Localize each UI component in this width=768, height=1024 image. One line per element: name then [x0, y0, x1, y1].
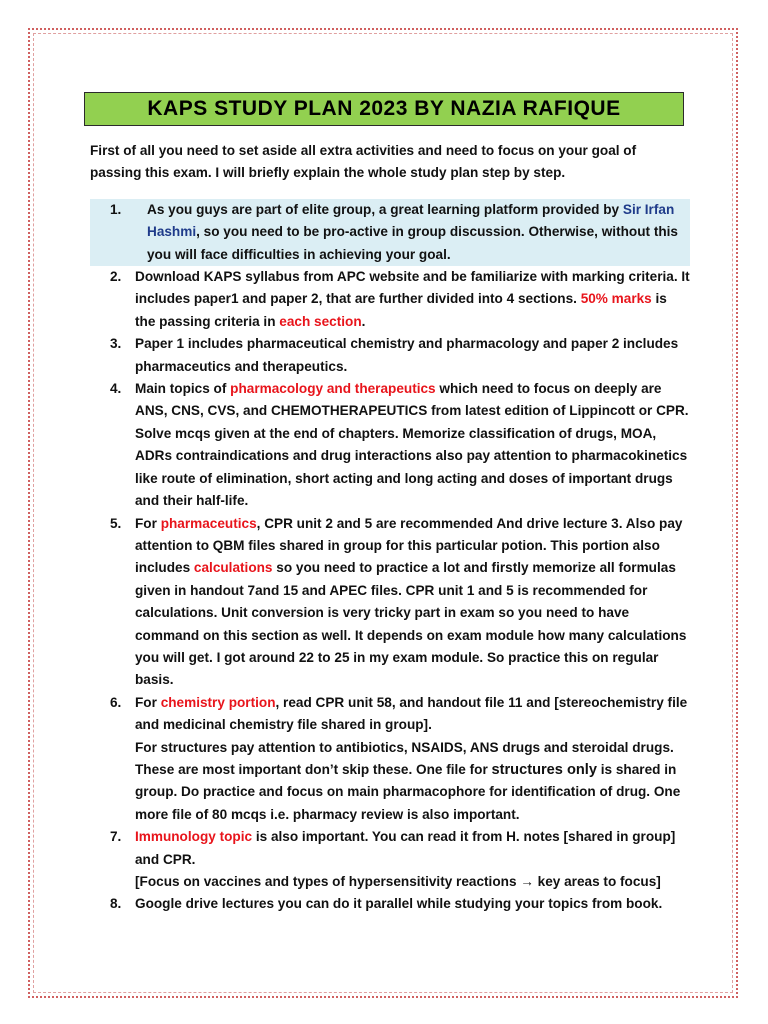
highlight-text: pharmaceutics	[160, 515, 257, 531]
item-text: Paper 1 includes pharmaceutical chemistry and pharmacology and paper 2 includes pharmaceutics and therapeutics.	[135, 336, 679, 374]
item-number: 1.	[110, 201, 122, 217]
document-title: KAPS STUDY PLAN 2023 BY NAZIA RAFIQUE	[84, 92, 684, 126]
item-text: so you need to practice a lot and firstly memorize all formulas given in handout 7and 15 and APEC files. CPR unit 1 and 5 is recommended for calculations. Unit conversion is very tricky part in exam so you need to have command on this section as well. It depends on exam module how many calculations you will get. I got around 22 to 25 in my exam module. So practice this on regular basis.	[135, 560, 687, 688]
list-item	[90, 378, 690, 512]
item-text: which need to focus on deeply are ANS, CNS, CVS, and CHEMOTHERAPEUTICS from latest edition of Lippincott or CPR. Solve mcqs given at the end of chapters. Memorize classification of drugs, MOA, ADRs contraindications and drug interactions also pay attention to pharmacokinetics like route of elimination, short acting and long acting and doses of important drugs and their half-life.	[135, 381, 689, 509]
list-item	[90, 513, 690, 692]
item-text: , so you need to be pro-active in group discussion. Otherwise, without this you will face difficulties in achieving your goal.	[147, 224, 678, 262]
item-text: As you guys are part of elite group, a great learning platform provided by	[147, 201, 623, 217]
item-number: 7.	[110, 829, 122, 845]
highlight-text: each section	[279, 313, 362, 329]
item-text: is also important. You can read it from H. notes [shared in group] and CPR.	[135, 829, 676, 867]
item-text: For	[135, 515, 161, 531]
emphasis-text: structures only	[491, 761, 597, 778]
highlight-text: chemistry portion	[160, 694, 276, 710]
item-number: 5.	[110, 515, 122, 531]
author-name: Sir Irfan Hashmi	[147, 201, 675, 240]
item-number: 6.	[110, 694, 122, 710]
list-item	[90, 333, 690, 378]
document-body	[90, 140, 690, 916]
item-subparagraph: [Focus on vaccines and types of hypersensitivity reactions → key areas to focus]	[135, 874, 661, 889]
item-text: is the passing criteria in	[135, 291, 667, 329]
item-number: 2.	[110, 269, 122, 285]
highlight-text: pharmacology and therapeutics	[230, 381, 436, 397]
item-number: 3.	[110, 336, 122, 352]
list-item	[90, 266, 690, 333]
item-text: Main topics of	[135, 381, 231, 397]
item-text: Google drive lectures you can do it parallel while studying your topics from book.	[135, 896, 663, 912]
item-text: For	[135, 694, 161, 710]
item-text: , read CPR unit 58, and handout file 11 and [stereochemistry file and medicinal chemistry file shared in group].	[135, 694, 688, 733]
study-plan-list	[90, 199, 690, 916]
item-text: For structures pay attention to antibiotics, NSAIDS, ANS drugs and steroidal drugs. These are most important don’t skip these. One file for	[135, 739, 674, 777]
item-number: 4.	[110, 381, 122, 397]
item-text: is shared in group. Do practice and focus on main pharmacophore for identification of drug. One more file of 80 mcqs i.e. pharmacy review is also important.	[135, 761, 681, 822]
list-item	[90, 826, 690, 893]
highlight-text: Immunology topic	[135, 829, 253, 845]
list-item	[90, 893, 690, 915]
list-item	[90, 199, 690, 266]
highlight-text: calculations	[193, 560, 273, 576]
item-subparagraph	[135, 737, 690, 827]
item-text: .	[361, 313, 366, 329]
item-number: 8.	[110, 896, 122, 912]
item-text: , CPR unit 2 and 5 are recommended And drive lecture 3. Also pay attention to QBM files shared in group for this particular potion. This portion also includes	[135, 515, 683, 576]
list-item	[90, 692, 690, 826]
item-text: Download KAPS syllabus from APC website and be familiarize with marking criteria. It includes paper1 and paper 2, that are further divided into 4 sections.	[135, 269, 690, 307]
highlight-text: 50% marks	[580, 291, 652, 307]
intro-paragraph: First of all you need to set aside all extra activities and need to focus on your goal of passing this exam. I will briefly explain the whole study plan step by step.	[90, 143, 637, 181]
